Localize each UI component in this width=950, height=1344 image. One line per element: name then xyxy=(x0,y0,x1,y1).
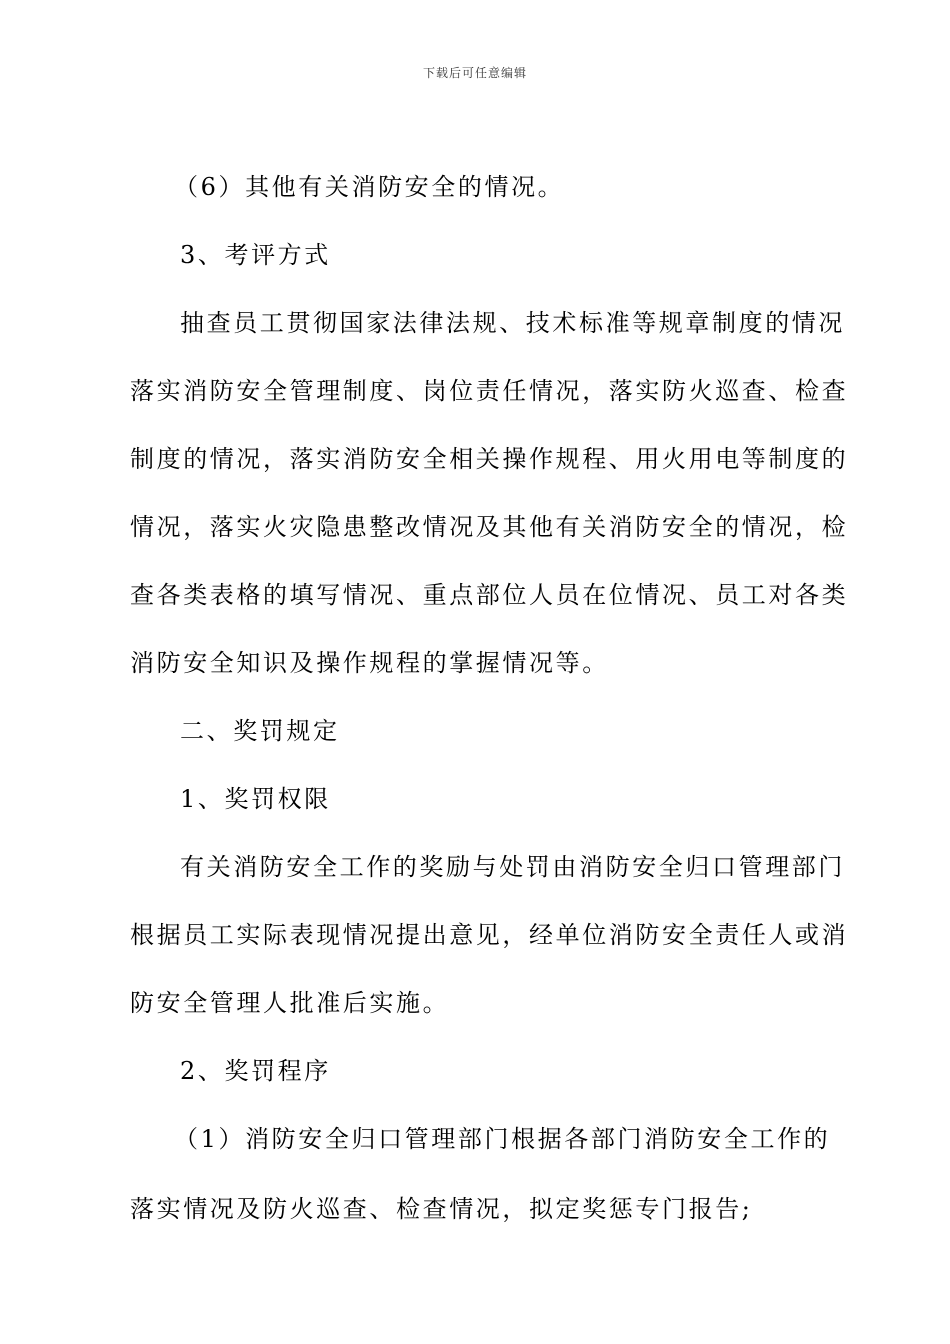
paragraph-line: 抽查员工贯彻国家法律法规、技术标准等规章制度的情况 xyxy=(180,309,845,337)
subsection-1-heading: 1、奖罚权限 xyxy=(180,785,331,813)
paragraph-line: 落实消防安全管理制度、岗位责任情况，落实防火巡查、检查 xyxy=(130,377,849,405)
paragraph-line: 落实情况及防火巡查、检查情况，拟定奖惩专门报告; xyxy=(130,1195,753,1223)
section-3-heading: 3、考评方式 xyxy=(180,241,331,269)
paragraph-line: 情况，落实火灾隐患整改情况及其他有关消防安全的情况，检 xyxy=(130,513,849,541)
paragraph-line: 有关消防安全工作的奖励与处罚由消防安全归口管理部门 xyxy=(180,853,845,881)
paragraph-line: 消防安全知识及操作规程的掌握情况等。 xyxy=(130,649,609,677)
page-header-note: 下载后可任意编辑 xyxy=(422,66,527,80)
paragraph-line: 制度的情况，落实消防安全相关操作规程、用火用电等制度的 xyxy=(130,445,849,473)
paragraph-line: 查各类表格的填写情况、重点部位人员在位情况、员工对各类 xyxy=(130,581,849,609)
subsection-2-heading: 2、奖罚程序 xyxy=(180,1057,331,1085)
section-2-heading: 二、奖罚规定 xyxy=(180,717,340,745)
paragraph-line: 防安全管理人批准后实施。 xyxy=(130,989,450,1017)
document-body xyxy=(130,170,849,1226)
item-1-line: （1）消防安全归口管理部门根据各部门消防安全工作的 xyxy=(174,1125,831,1153)
item-6-line: （6）其他有关消防安全的情况。 xyxy=(174,173,565,201)
paragraph-line: 根据员工实际表现情况提出意见，经单位消防安全责任人或消 xyxy=(130,921,849,949)
